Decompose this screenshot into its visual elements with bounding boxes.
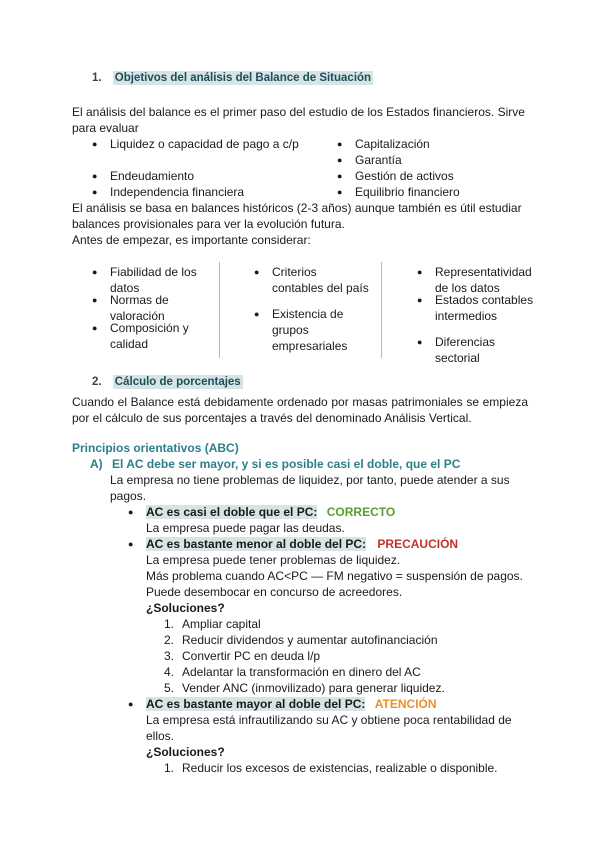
list-item <box>164 648 321 664</box>
principles-heading: Principios orientativos (ABC) <box>72 441 239 455</box>
case2-line: Puede desembocar en concurso de acreedores. <box>146 585 403 599</box>
case2-line: La empresa puede tener problemas de liquidez. <box>146 553 401 567</box>
list-item: ● Independencia financiera <box>110 184 244 200</box>
list-item: ● Criterios contables del país <box>272 264 370 296</box>
column-divider <box>381 262 382 358</box>
section2-number: 2. <box>92 376 102 388</box>
list-item: ● Capitalización <box>355 136 430 152</box>
list-item: ● Normas de valoración <box>110 292 208 324</box>
section1-heading <box>92 72 373 84</box>
list-item <box>164 616 261 632</box>
case1-bullet <box>146 504 395 520</box>
case3-tag: ATENCIÓN <box>374 697 437 711</box>
list-number: 5. <box>164 681 175 695</box>
case1-tag: CORRECTO <box>326 505 396 519</box>
case2-line: Más problema cuando AC<PC — FM negativo = suspensión de pagos. <box>146 569 523 583</box>
section2-heading <box>92 376 243 388</box>
list-number: 1. <box>164 761 175 775</box>
list-text: Reducir dividendos y aumentar autofinanciación <box>182 633 438 647</box>
case3-solutions-label: ¿Soluciones? <box>146 745 225 759</box>
case3-bullet <box>146 696 437 712</box>
principle-a-text: La empresa no tiene problemas de liquidez, por tanto, puede atender a sus pagos. <box>110 473 510 503</box>
list-item: ● Endeudamiento <box>110 168 194 184</box>
list-item: ● Estados contables intermedios <box>435 292 535 324</box>
list-item <box>164 760 498 776</box>
case2-solutions-label: ¿Soluciones? <box>146 601 225 615</box>
case2-label: AC es bastante menor al doble del PC: <box>146 537 367 551</box>
list-text: Adelantar la transformación en dinero del AC <box>182 665 421 679</box>
section2-para: Cuando el Balance está debidamente ordenado por masas patrimoniales se empieza por el cálculo de sus porcentajes a través del denominado Análisis Vertical. <box>72 395 528 425</box>
column-divider <box>219 262 220 358</box>
list-item: ● Garantía <box>355 152 402 168</box>
list-item <box>164 632 438 648</box>
list-number: 1. <box>164 617 175 631</box>
list-item <box>164 680 445 696</box>
list-item: ● Fiabilidad de los datos <box>110 264 208 296</box>
case2-tag: PRECAUCIÓN <box>377 537 459 551</box>
list-item: ● Liquidez o capacidad de pago a c/p <box>110 136 300 152</box>
list-number: 2. <box>164 633 175 647</box>
list-item: ● Equilibrio financiero <box>355 184 460 200</box>
case1-label: AC es casi el doble que el PC: <box>146 505 318 519</box>
case1-text: La empresa puede pagar las deudas. <box>146 521 345 535</box>
section1-number: 1. <box>92 72 102 84</box>
principle-a-title: El AC debe ser mayor, y si es posible casi el doble, que el PC <box>112 457 461 471</box>
list-item: ● Gestión de activos <box>355 168 454 184</box>
list-text: Ampliar capital <box>182 617 261 631</box>
section1-intro: El análisis del balance es el primer paso del estudio de los Estados financieros. Sirve para evaluar <box>72 105 525 135</box>
list-item: ● Representatividad de los datos <box>435 264 535 296</box>
list-number: 3. <box>164 649 175 663</box>
list-number: 4. <box>164 665 175 679</box>
section1-para3: Antes de empezar, es importante considerar: <box>72 233 311 247</box>
principle-a-label: A) <box>90 457 103 471</box>
case2-bullet <box>146 536 458 552</box>
list-item <box>164 664 421 680</box>
section1-title: Objetivos del análisis del Balance de Situación <box>114 72 372 84</box>
list-text: Vender ANC (inmovilizado) para generar liquidez. <box>182 681 445 695</box>
case3-text: La empresa está infrautilizando su AC y obtiene poca rentabilidad de ellos. <box>146 713 512 743</box>
list-item: ● Diferencias sectorial <box>435 334 535 366</box>
principle-a-heading <box>90 457 460 471</box>
list-text: Reducir los excesos de existencias, realizable o disponible. <box>182 761 498 775</box>
section2-title: Cálculo de porcentajes <box>114 376 241 388</box>
list-item: ● Composición y calidad <box>110 320 208 352</box>
list-item: ● Existencia de grupos empresariales <box>272 306 370 354</box>
section1-para2: El análisis se basa en balances históricos (2-3 años) aunque también es útil estudiar balances provisionales para ver la evolución futura. <box>72 201 522 231</box>
case3-label: AC es bastante mayor al doble del PC: <box>146 697 366 711</box>
list-text: Convertir PC en deuda l/p <box>182 649 321 663</box>
